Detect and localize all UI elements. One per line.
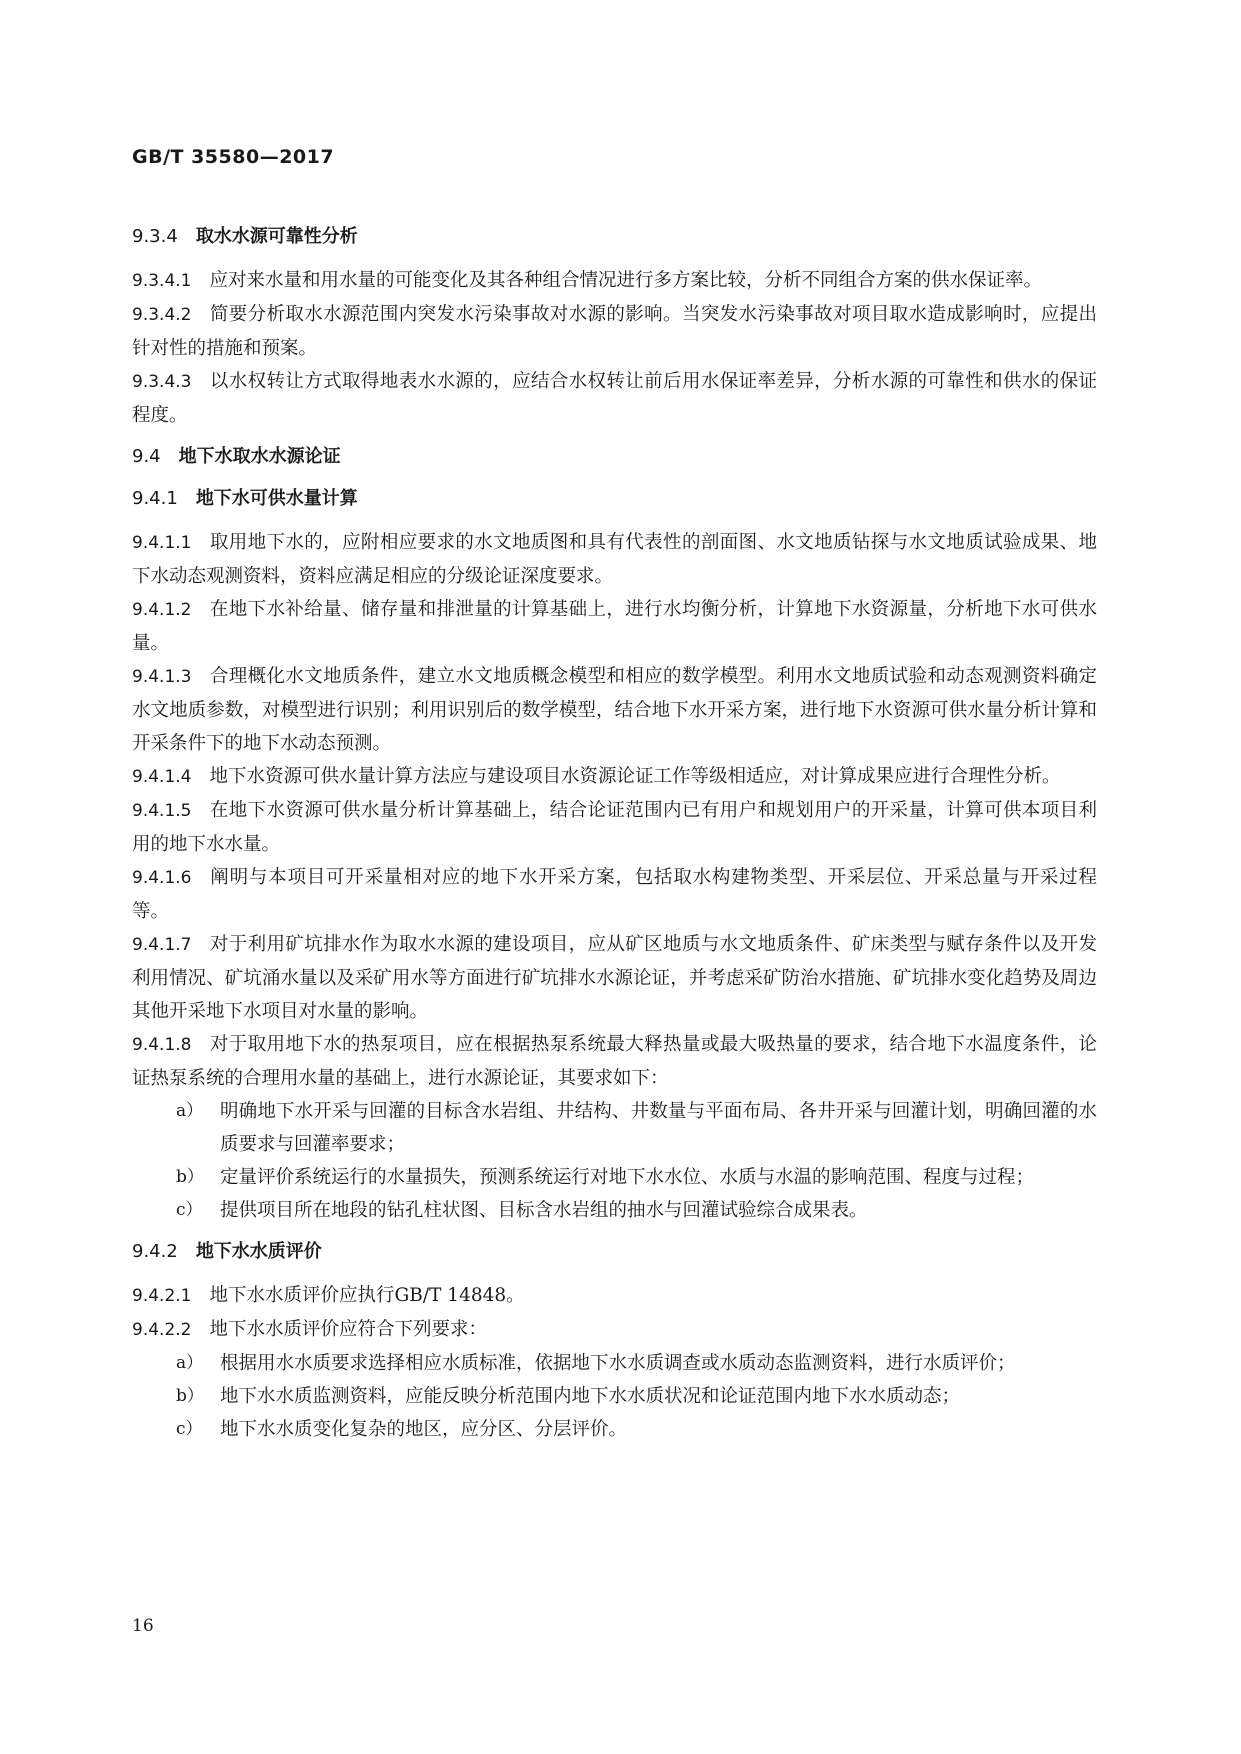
section-number: 9.3.4 bbox=[132, 226, 178, 247]
clause-text: 地下水水质评价应符合下列要求： bbox=[209, 1319, 487, 1340]
clause-text: 取用地下水的，应附相应要求的水文地质图和具有代表性的剖面图、水文地质钻探与水文地质试验成果、地下水动态观测资料，资料应满足相应的分级论证深度要求。 bbox=[132, 532, 1097, 587]
clause-number: 9.4.1.3 bbox=[132, 667, 192, 687]
list-item bbox=[132, 1347, 1097, 1380]
section-title: 地下水取水水源论证 bbox=[178, 446, 341, 467]
clause-text: 以水权转让方式取得地表水水源的，应结合水权转让前后用水保证率差异，分析水源的可靠性和供水的保证程度。 bbox=[132, 371, 1097, 426]
list-item bbox=[132, 1194, 1097, 1227]
clause-9-4-1-1 bbox=[132, 526, 1097, 593]
list-item bbox=[132, 1095, 1097, 1161]
clause-9-4-1-5 bbox=[132, 794, 1097, 861]
list-marker: c） bbox=[176, 1200, 203, 1220]
clause-text: 地下水资源可供水量计算方法应与建设项目水资源论证工作等级相适应，对计算成果应进行合理性分析。 bbox=[209, 766, 1061, 787]
clause-9-4-1-6 bbox=[132, 861, 1097, 928]
list-marker: a） bbox=[176, 1353, 204, 1373]
clause-9-3-4-1 bbox=[132, 264, 1097, 298]
clause-number: 9.4.1.1 bbox=[132, 533, 192, 553]
list-marker: b） bbox=[176, 1386, 204, 1406]
clause-number: 9.4.1.8 bbox=[132, 1035, 192, 1055]
clause-9-4-2-1 bbox=[132, 1279, 1097, 1313]
clause-number: 9.3.4.2 bbox=[132, 305, 192, 325]
list-item bbox=[132, 1380, 1097, 1413]
list-item-text: 提供项目所在地段的钻孔柱状图、目标含水岩组的抽水与回灌试验综合成果表。 bbox=[220, 1200, 868, 1221]
clause-text: 地下水水质评价应执行GB/T 14848。 bbox=[209, 1285, 525, 1306]
clause-text: 合理概化水文地质条件，建立水文地质概念模型和相应的数学模型。利用水文地质试验和动态观测资料确定水文地质参数，对模型进行识别；利用识别后的数学模型，结合地下水开采方案，进行地下水资源可供水量分析计算和开采条件下的地下水动态预测。 bbox=[132, 666, 1097, 754]
standard-code-header: GB/T 35580—2017 bbox=[132, 146, 335, 168]
section-title: 取水水源可靠性分析 bbox=[195, 226, 358, 247]
section-number: 9.4.2 bbox=[132, 1241, 178, 1262]
clause-number: 9.4.2.2 bbox=[132, 1320, 192, 1340]
clause-text: 对于利用矿坑排水作为取水水源的建设项目，应从矿区地质与水文地质条件、矿床类型与赋存条件以及开发利用情况、矿坑涌水量以及采矿用水等方面进行矿坑排水水源论证，并考虑采矿防治水措施、矿坑排水变化趋势及周边其他开采地下水项目对水量的影响。 bbox=[132, 934, 1097, 1022]
section-heading-9-4 bbox=[132, 442, 1097, 472]
section-heading-9-3-4 bbox=[132, 222, 1097, 252]
list-item-text: 地下水水质监测资料，应能反映分析范围内地下水水质状况和论证范围内地下水水质动态； bbox=[220, 1386, 961, 1407]
clause-number: 9.4.1.2 bbox=[132, 600, 192, 620]
clause-9-4-2-2 bbox=[132, 1313, 1097, 1347]
document-body bbox=[132, 222, 1097, 1446]
page-number: 16 bbox=[132, 1616, 154, 1636]
list-marker: b） bbox=[176, 1167, 204, 1187]
list-item-text: 根据用水水质要求选择相应水质标准，依据地下水水质调查或水质动态监测资料，进行水质评价； bbox=[220, 1353, 1016, 1374]
list-item-text: 明确地下水开采与回灌的目标含水岩组、井结构、井数量与平面布局、各井开采与回灌计划，明确回灌的水质要求与回灌率要求； bbox=[220, 1101, 1097, 1155]
clause-number: 9.3.4.1 bbox=[132, 271, 192, 291]
clause-text: 阐明与本项目可开采量相对应的地下水开采方案，包括取水构建物类型、开采层位、开采总量与开采过程等。 bbox=[132, 867, 1097, 922]
list-item bbox=[132, 1413, 1097, 1446]
list-item-text: 地下水水质变化复杂的地区，应分区、分层评价。 bbox=[220, 1419, 628, 1440]
clause-number: 9.3.4.3 bbox=[132, 372, 192, 392]
clause-9-4-1-8 bbox=[132, 1028, 1097, 1095]
section-heading-9-4-2 bbox=[132, 1237, 1097, 1267]
clause-9-3-4-3 bbox=[132, 365, 1097, 432]
clause-9-3-4-2 bbox=[132, 298, 1097, 365]
list-item bbox=[132, 1161, 1097, 1194]
clause-text: 对于取用地下水的热泵项目，应在根据热泵系统最大释热量或最大吸热量的要求，结合地下水温度条件，论证热泵系统的合理用水量的基础上，进行水源论证，其要求如下： bbox=[132, 1034, 1097, 1089]
clause-number: 9.4.1.7 bbox=[132, 935, 192, 955]
list-marker: c） bbox=[176, 1419, 203, 1439]
clause-text: 在地下水补给量、储存量和排泄量的计算基础上，进行水均衡分析，计算地下水资源量，分析地下水可供水量。 bbox=[132, 599, 1097, 654]
section-number: 9.4 bbox=[132, 446, 161, 467]
clause-9-4-1-2 bbox=[132, 593, 1097, 660]
clause-text: 应对来水量和用水量的可能变化及其各种组合情况进行多方案比较，分析不同组合方案的供水保证率。 bbox=[209, 270, 1042, 291]
clause-9-4-1-3 bbox=[132, 660, 1097, 760]
list-item-text: 定量评价系统运行的水量损失，预测系统运行对地下水水位、水质与水温的影响范围、程度与过程； bbox=[220, 1167, 1035, 1188]
section-title: 地下水可供水量计算 bbox=[195, 488, 358, 509]
section-number: 9.4.1 bbox=[132, 488, 178, 509]
clause-number: 9.4.2.1 bbox=[132, 1286, 192, 1306]
clause-number: 9.4.1.6 bbox=[132, 868, 192, 888]
section-heading-9-4-1 bbox=[132, 484, 1097, 514]
clause-9-4-1-4 bbox=[132, 760, 1097, 794]
section-title: 地下水水质评价 bbox=[195, 1241, 322, 1262]
clause-9-4-1-7 bbox=[132, 928, 1097, 1028]
clause-number: 9.4.1.4 bbox=[132, 767, 192, 787]
list-marker: a） bbox=[176, 1101, 204, 1121]
clause-number: 9.4.1.5 bbox=[132, 801, 192, 821]
clause-text: 简要分析取水水源范围内突发水污染事故对水源的影响。当突发水污染事故对项目取水造成影响时，应提出针对性的措施和预案。 bbox=[132, 304, 1097, 359]
clause-text: 在地下水资源可供水量分析计算基础上，结合论证范围内已有用户和规划用户的开采量，计算可供本项目利用的地下水水量。 bbox=[132, 800, 1097, 855]
